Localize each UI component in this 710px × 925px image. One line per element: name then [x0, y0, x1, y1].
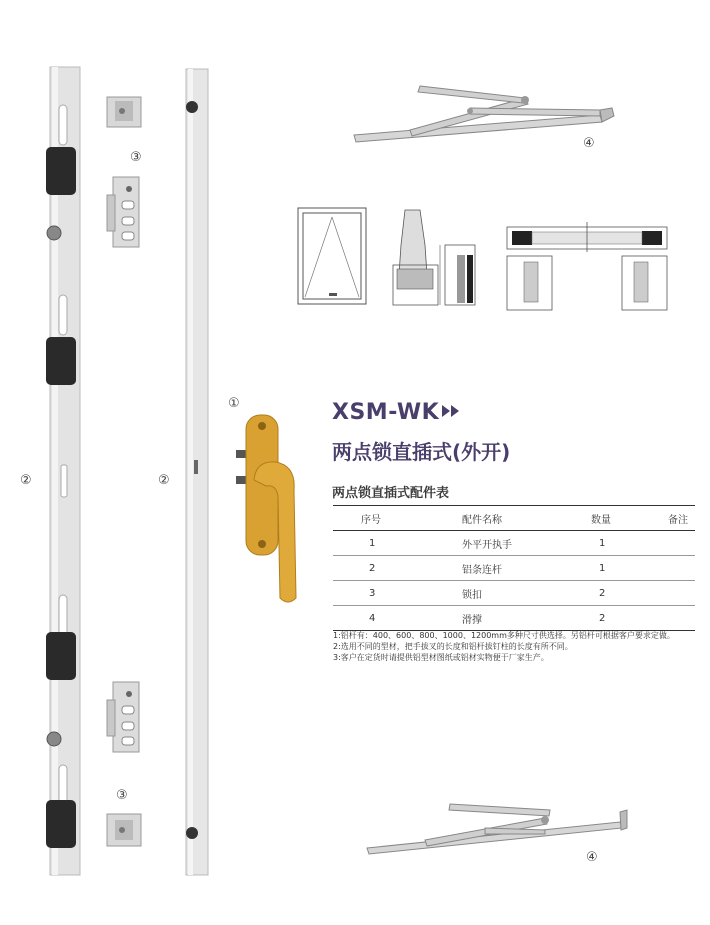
row-no: 1	[369, 537, 376, 549]
lock-keeper-plate-top	[105, 175, 145, 250]
row-no: 3	[369, 587, 376, 599]
product-name: 两点锁直插式(外开)	[332, 440, 511, 464]
row-name: 锁扣	[462, 589, 482, 601]
callout-2-center: ②	[158, 473, 170, 488]
row-note	[662, 556, 695, 581]
model-title: XSM-WK	[332, 400, 440, 425]
row-note	[662, 531, 695, 556]
window-handle	[232, 410, 312, 605]
table-row	[333, 606, 695, 631]
callout-4-bottom: ④	[586, 850, 598, 865]
callout-3-bottom: ③	[116, 788, 128, 803]
notes	[333, 630, 703, 663]
profile-section-drawing	[385, 205, 480, 310]
callout-3-top: ③	[130, 150, 142, 165]
friction-stay-top	[350, 80, 630, 150]
callout-4-top: ④	[583, 136, 595, 151]
table-row	[333, 581, 695, 606]
lock-keeper-plate-bottom	[105, 680, 145, 755]
parts-table-title: 两点锁直插式配件表	[332, 486, 450, 501]
header-qty: 数量	[591, 514, 611, 526]
row-qty: 2	[599, 612, 606, 624]
row-name: 铝条连杆	[462, 564, 502, 576]
header-note: 备注	[668, 514, 688, 526]
row-qty: 1	[599, 562, 606, 574]
header-name: 配件名称	[462, 514, 502, 526]
parts-table	[333, 505, 695, 631]
row-note	[662, 581, 695, 606]
double-chevron-right-icon	[440, 404, 462, 418]
aluminum-rod-left	[40, 65, 90, 880]
friction-stay-bottom	[365, 800, 635, 860]
note-line: 2:选用不同的型材，把手拔叉的长度和铝杆拔钉柱的长度有所不同。	[333, 642, 573, 651]
row-note	[662, 606, 695, 631]
parts-table-header	[333, 506, 695, 531]
note-line: 1:铝杆有：400、600、800、1000、1200mm多种尺寸供选择。另铝杆可根据客户要求定做。	[333, 631, 675, 640]
table-row	[333, 556, 695, 581]
window-elevation-drawing	[297, 207, 369, 307]
sash-section-drawing	[502, 222, 672, 314]
row-name: 滑撑	[462, 614, 482, 626]
aluminum-rod-center	[180, 65, 215, 880]
header-no: 序号	[361, 514, 381, 526]
lock-keeper-bottom	[105, 810, 145, 850]
lock-keeper-top	[105, 95, 145, 130]
row-no: 2	[369, 562, 376, 574]
callout-1: ①	[228, 396, 240, 411]
note-line: 3:客户在定货时请提供铝型材图纸或铝材实物便于厂家生产。	[333, 653, 549, 662]
row-qty: 2	[599, 587, 606, 599]
row-no: 4	[369, 612, 376, 624]
table-row	[333, 531, 695, 556]
row-name: 外平开执手	[462, 539, 512, 551]
row-qty: 1	[599, 537, 606, 549]
callout-2-left: ②	[20, 473, 32, 488]
